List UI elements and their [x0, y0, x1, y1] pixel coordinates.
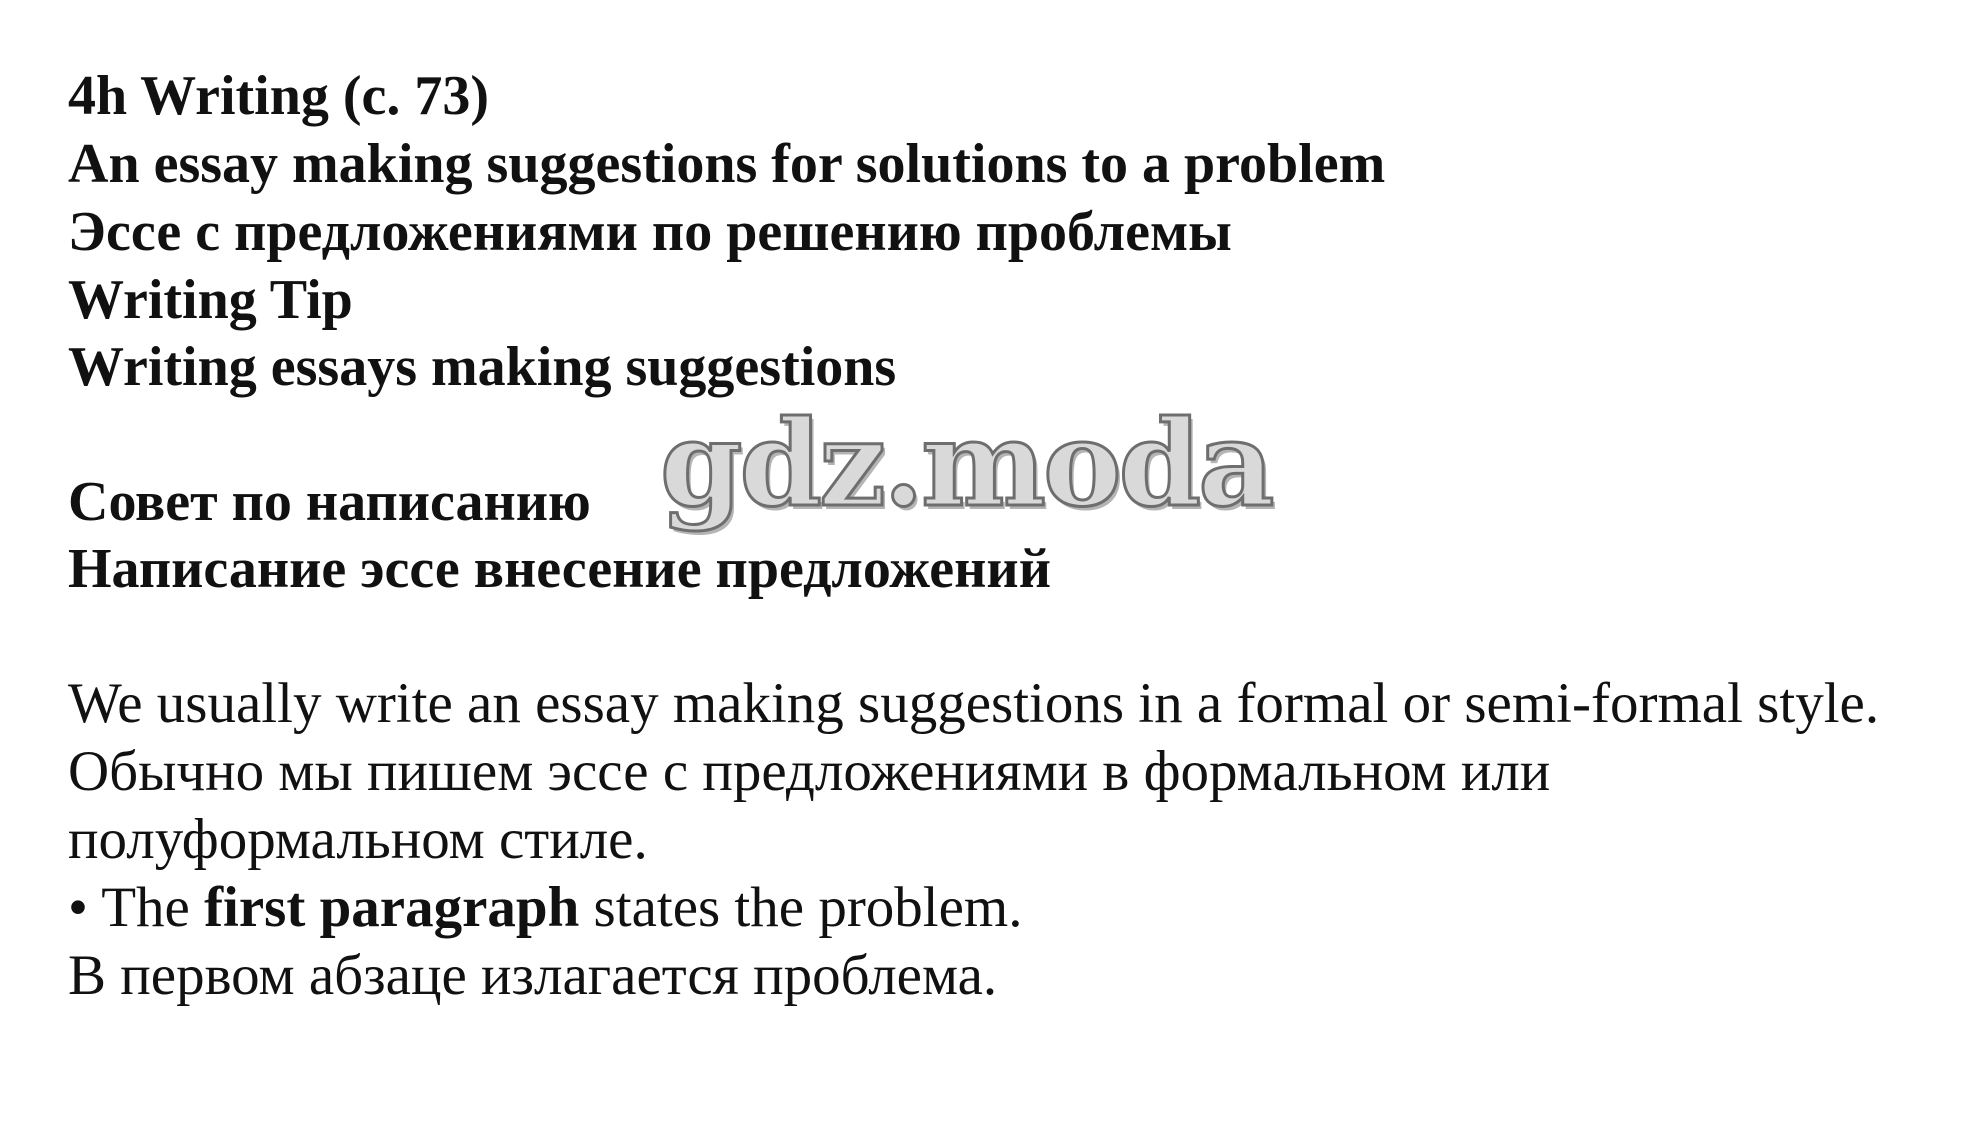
watermark-logo: gdz.moda [660, 394, 1272, 533]
bullet-prefix: The [87, 876, 205, 939]
essay-title-ru: Эссе с предложениями по решению проблемы [68, 201, 1232, 263]
tip-subtitle-ru: Написание эссе внесение предложений [68, 538, 1051, 600]
bullet-item [68, 876, 1023, 939]
body-line-en: We usually write an essay making suggestions in a formal or semi-formal style. [68, 672, 1880, 735]
body-line-ru-3: В первом абзаце излагается проблема. [68, 944, 998, 1007]
body-line-ru-1: Обычно мы пишем эссе с предложениями в формальном или [68, 740, 1551, 803]
body-line-ru-2: полуформальном стиле. [68, 808, 648, 871]
writing-tip-subtitle: Writing essays making suggestions [68, 336, 897, 398]
bullet-marker: • [68, 876, 88, 939]
section-heading: 4h Writing (с. 73) [68, 65, 490, 127]
writing-tip-heading: Writing Tip [68, 269, 353, 331]
essay-title-en: An essay making suggestions for solutions to a problem [68, 133, 1386, 195]
bullet-suffix: states the problem. [579, 876, 1023, 939]
tip-title-ru: Совет по написанию [68, 471, 591, 533]
bullet-emphasis: first paragraph [204, 876, 580, 939]
